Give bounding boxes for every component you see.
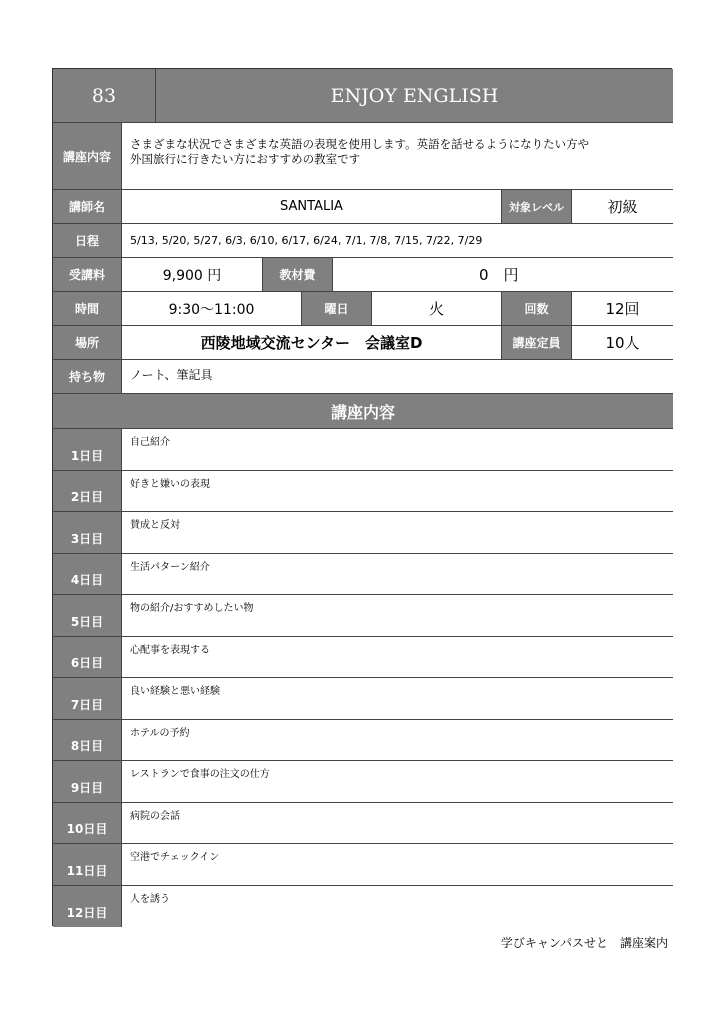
sessions-label: 回数 (502, 292, 572, 326)
content-description (122, 123, 673, 190)
day-content: 空港でチェックイン (122, 844, 673, 886)
course-title: ENJOY ENGLISH (156, 69, 673, 123)
day-label: 4日目 (53, 554, 122, 596)
capacity-label: 講座定員 (502, 326, 572, 360)
day-content: 心配事を表現する (122, 637, 673, 679)
content-label: 講座内容 (53, 123, 122, 190)
belongings-value: ノート、筆記具 (122, 360, 673, 394)
schedule-value: 5/13, 5/20, 5/27, 6/3, 6/10, 6/17, 6/24, 7/1, 7/8, 7/15, 7/22, 7/29 (122, 224, 673, 258)
schedule-label: 日程 (53, 224, 122, 258)
capacity-value: 10人 (572, 326, 673, 360)
course-number: 83 (53, 69, 156, 123)
day-label: 8日目 (53, 720, 122, 762)
level-label: 対象レベル (502, 190, 572, 224)
footer-text: 学びキャンパスせと 講座案内 (500, 936, 668, 950)
day-content: レストランで食事の注文の仕方 (122, 761, 673, 803)
day-content: ホテルの予約 (122, 720, 673, 762)
day-label: 10日目 (53, 803, 122, 845)
weekday-value: 火 (372, 292, 502, 326)
day-content: 生活パターン紹介 (122, 554, 673, 596)
day-content: 病院の会話 (122, 803, 673, 845)
fee-label: 受講料 (53, 258, 122, 292)
day-content: 自己紹介 (122, 429, 673, 471)
day-content: 良い経験と悪い経験 (122, 678, 673, 720)
day-label: 3日目 (53, 512, 122, 554)
day-label: 5日目 (53, 595, 122, 637)
course-sheet (52, 68, 672, 926)
day-content: 物の紹介/おすすめしたい物 (122, 595, 673, 637)
day-label: 7日目 (53, 678, 122, 720)
place-value: 西陵地域交流センター 会議室D (122, 326, 502, 360)
place-label: 場所 (53, 326, 122, 360)
belongings-label: 持ち物 (53, 360, 122, 394)
level-value: 初級 (572, 190, 673, 224)
day-label: 1日目 (53, 429, 122, 471)
day-content: 賛成と反対 (122, 512, 673, 554)
day-label: 11日目 (53, 844, 122, 886)
day-label: 9日目 (53, 761, 122, 803)
sessions-value: 12回 (572, 292, 673, 326)
material-fee-value: 0 円 (333, 258, 673, 292)
day-content: 好きと嫌いの表現 (122, 471, 673, 513)
fee-value: 9,900 円 (122, 258, 263, 292)
content-line-2: 外国旅行に行きたい方におすすめの教室です (130, 152, 361, 166)
day-content: 人を誘う (122, 886, 673, 928)
weekday-label: 曜日 (302, 292, 372, 326)
material-fee-label: 教材費 (263, 258, 333, 292)
instructor-label: 講師名 (53, 190, 122, 224)
content-line-1: さまざまな状況でさまざまな英語の表現を使用します。英語を話せるようになりたい方や (130, 137, 590, 151)
time-value: 9:30〜11:00 (122, 292, 302, 326)
time-label: 時間 (53, 292, 122, 326)
day-label: 6日目 (53, 637, 122, 679)
section-header: 講座内容 (53, 394, 673, 429)
day-label: 2日目 (53, 471, 122, 513)
day-label: 12日目 (53, 886, 122, 928)
instructor-value: SANTALIA (122, 190, 502, 224)
